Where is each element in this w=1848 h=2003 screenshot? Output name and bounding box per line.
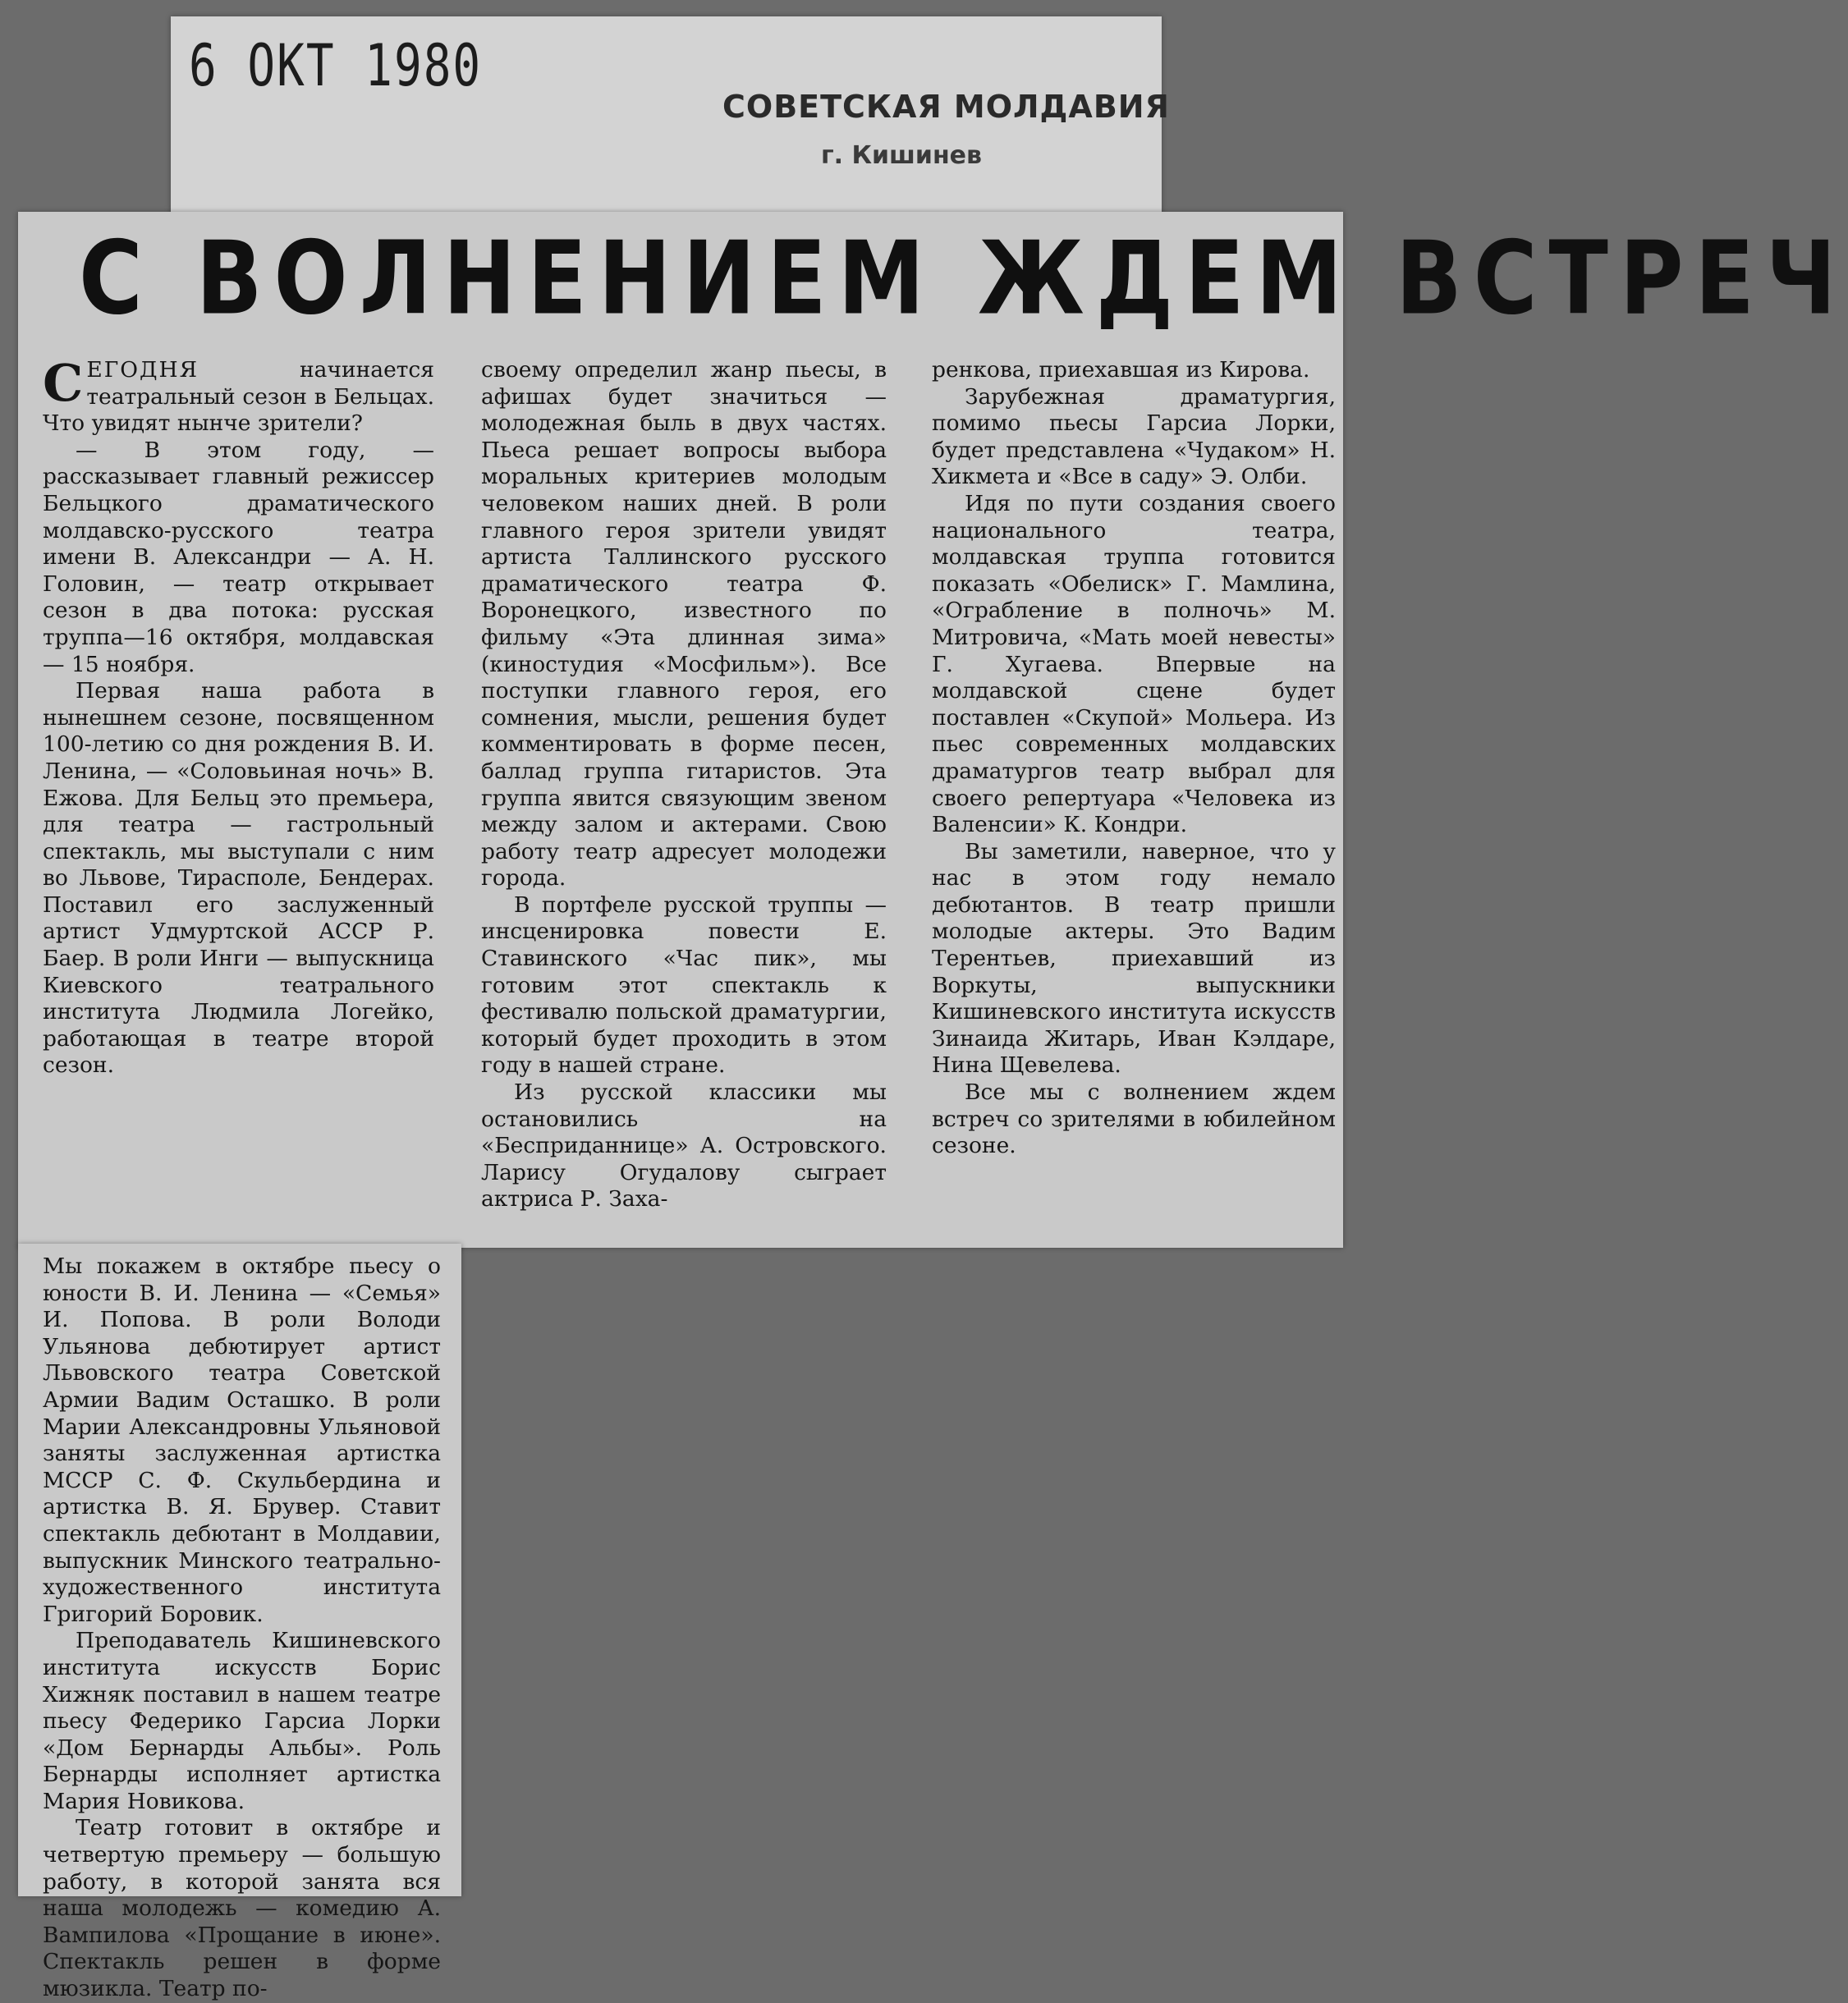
- headline: С ВОЛНЕНИЕМ ЖДЕМ ВСТРЕЧ: [79, 220, 1848, 337]
- paragraph: Театр готовит в октябре и четвертую премьеру — большую работу, в которой занята вся наша молодежь — комедию А. Вампилова «Прощание в июне». Спектакль решен в форме мюзикла. Театр по-: [43, 1815, 441, 2002]
- newspaper-city: г. Кишинев: [821, 141, 982, 170]
- date-stamp: 6 ОКТ 1980: [189, 33, 483, 100]
- article-column-3: [932, 357, 1336, 1160]
- newspaper-name: СОВЕТСКАЯ МОЛДАВИЯ: [722, 89, 1170, 125]
- paragraph: Первая наша работа в нынешнем сезоне, посвященном 100-летию со дня рождения В. И. Ленина, — «Соловьиная ночь» В. Ежова. Для Бельц это премьера, для театра — гастрольный спектакль, мы выступали с ним во Львове, Тирасполе, Бендерах. Поставил его заслуженный артист Удмуртской АССР Р. Баер. В роли Инги — выпускница Киевского театрального института Людмила Логейко, работающая в театре второй сезон.: [43, 678, 434, 1079]
- paragraph: В портфеле русской труппы — инсценировка повести Е. Ставинского «Час пик», мы готовим этот спектакль к фестивалю польской драматургии, который будет проходить в этом году в нашей стране.: [481, 891, 887, 1079]
- article-column-1: [43, 353, 434, 1079]
- paragraph: ренкова, приехавшая из Кирова.: [932, 357, 1310, 383]
- paragraph: Мы покажем в октябре пьесу о юности В. И. Ленина — «Семья» И. Попова. В роли Володи Ульянова дебютирует артист Львовского театра Советской Армии Вадим Осташко. В роли Марии Александровны Ульяновой заняты заслуженная артистка МССР С. Ф. Скульбердина и артистка В. Я. Брувер. Ставит спектакль дебютант в Молдавии, выпускник Минского театрально-художественного института Григорий Боровик.: [43, 1254, 441, 1627]
- paragraph: Вы заметили, наверное, что у нас в этом году немало дебютантов. В театр пришли молодые актеры. Это Вадим Терентьев, приехавший из Воркуты, выпускники Кишиневского института искусств Зинаида Житарь, Иван Кэлдаре, Нина Щевелева.: [932, 838, 1336, 1079]
- lead-word: ЕГОДНЯ: [86, 357, 199, 383]
- paragraph: Из русской классики мы остановились на «Бесприданнице» А. Островского. Ларису Огудалову сыграет актриса Р. Заха-: [481, 1079, 887, 1212]
- paragraph: — В этом году, — рассказывает главный режиссер Бельцкого драматического молдавско-русского театра имени В. Александри — А. Н. Головин, — театр открывает сезон в два потока: русская труппа—16 октября, молдавская — 15 ноября.: [43, 437, 434, 677]
- drop-cap: С: [43, 353, 84, 413]
- article-column-1-continued: [43, 1254, 441, 2003]
- lead-paragraph: [43, 353, 434, 438]
- paragraph: Идя по пути создания своего национального театра, молдавская труппа готовится показать «Обелиск» Г. Мамлина, «Ограбление в полночь» М. Митровича, «Мать моей невесты» Г. Хугаева. Впервые на молдавской сцене будет поставлен «Скупой» Мольера. Из пьес современных молдавских драматургов театр выбрал для своего репертуара «Человека из Валенсии» К. Кондри.: [932, 490, 1336, 838]
- paragraph: Все мы с волнением ждем встреч со зрителями в юбилейном сезоне.: [932, 1079, 1336, 1159]
- paragraph: Преподаватель Кишиневского института искусств Борис Хижняк поставил в нашем театре пьесу Федерико Гарсиа Лорки «Дом Бернарды Альбы». Роль Бернарды исполняет артистка Мария Новикова.: [43, 1628, 441, 1814]
- article-column-2: [481, 357, 887, 1213]
- paragraph: своему определил жанр пьесы, в афишах будет значиться — молодежная быль в двух частях. Пьеса решает вопросы выбора моральных критериев молодым человеком наших дней. В роли главного героя зрители увидят артиста Таллинского русского драматического театра Ф. Воронецкого, известного по фильму «Эта длинная зима» (киностудия «Мосфильм»). Все поступки главного героя, его сомнения, мысли, решения будет комментировать в форме песен, баллад группа гитаристов. Эта группа явится связующим звеном между залом и актерами. Свою работу театр адресует молодежи города.: [481, 357, 887, 891]
- paragraph: Зарубежная драматургия, помимо пьесы Гарсиа Лорки, будет представлена «Чудаком» Н. Хикмета и «Все в саду» Э. Олби.: [932, 383, 1336, 490]
- paragraph: начинается театральный сезон в Бельцах. Что увидят нынче зрители?: [43, 357, 434, 437]
